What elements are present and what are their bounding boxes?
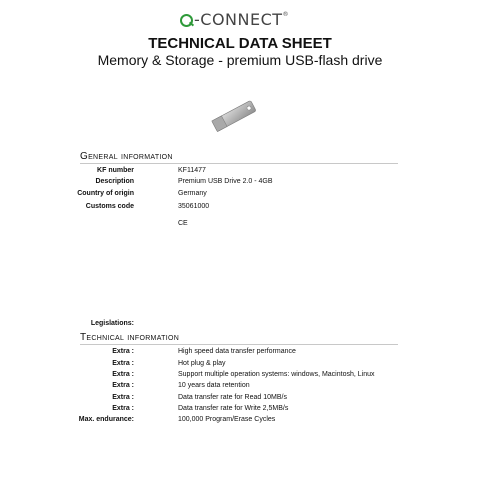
page-subtitle: Memory & Storage - premium USB-flash drive: [97, 52, 383, 68]
technical-information-heading: Technical information: [80, 332, 398, 345]
info-label: Description: [95, 178, 134, 185]
tech-label: Extra :: [112, 405, 134, 412]
registered-mark: ®: [282, 11, 290, 18]
tech-value: Data transfer rate for Read 10MB/s: [178, 394, 287, 401]
legislations-label: Legislations:: [90, 320, 134, 327]
tech-label: Extra :: [112, 371, 134, 378]
ce-mark-row: [60, 220, 440, 232]
brand-logo: [180, 10, 300, 30]
tech-value: Data transfer rate for Write 2,5MB/s: [178, 405, 289, 412]
tech-value: Support multiple operation systems: windows, Macintosh, Linux: [178, 371, 375, 378]
tech-value: 100,000 Program/Erase Cycles: [178, 416, 276, 423]
tech-label: Max. endurance:: [78, 416, 134, 423]
info-value: 35061000: [178, 203, 210, 210]
legislations-row: [60, 320, 440, 332]
tech-label: Extra :: [112, 360, 134, 367]
tech-row: [60, 348, 440, 360]
logo-text: -CONNECT: [194, 10, 283, 29]
info-label: Country of origin: [77, 190, 134, 197]
info-row-customs-code: [60, 203, 440, 215]
tech-value: 10 years data retention: [178, 382, 250, 389]
page-title: TECHNICAL DATA SHEET: [148, 35, 332, 52]
general-information-heading: General information: [80, 151, 398, 164]
tech-row: [60, 382, 440, 394]
info-value: KF11477: [178, 167, 206, 174]
ce-mark: CE: [178, 220, 188, 227]
tech-row-max-endurance: [60, 416, 440, 428]
tech-label: Extra :: [112, 382, 134, 389]
info-row-country: [60, 190, 440, 202]
tech-value: Hot plug & play: [178, 360, 226, 367]
tech-label: Extra :: [112, 394, 134, 401]
tech-label: Extra :: [112, 348, 134, 355]
usb-drive-image: [206, 98, 262, 134]
info-label: Customs code: [85, 203, 134, 210]
info-value: Germany: [178, 190, 207, 197]
q-logo-icon: [180, 14, 193, 27]
tech-value: High speed data transfer performance: [178, 348, 296, 355]
info-label: KF number: [97, 167, 134, 174]
info-value: Premium USB Drive 2.0 - 4GB: [178, 178, 273, 185]
info-row-description: [60, 178, 440, 190]
